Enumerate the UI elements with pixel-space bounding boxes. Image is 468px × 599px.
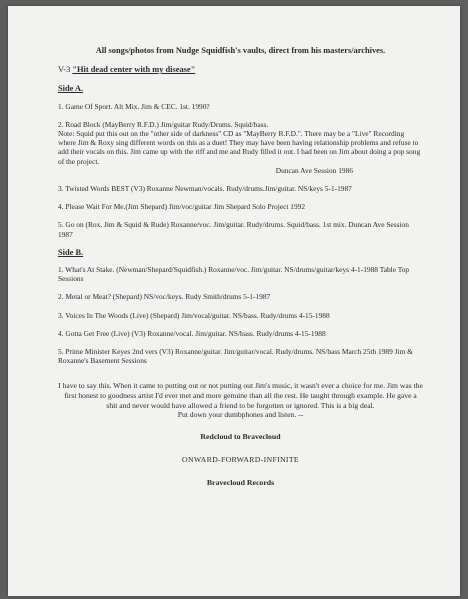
track-a4: 4. Please Wait For Me.(Jim Shepard) Jim/voc/guitar Jim Shepard Solo Project 1992 [58,202,306,212]
liner-notes [58,46,423,487]
track-a2 [58,120,423,175]
track-a2-session: Duncan Ave Session 1986 [275,165,353,175]
track-b5: 5. Prime Minister Keyes 2nd vers (V3) Roxanne/guitar. Jim/guitar/vocal. Rudy/drums. NS/bass March 25th 1989 Jim & Roxanne's Basement Sessions [58,347,413,366]
track-a1: 1. Game Of Sport. Alt Mix. Jim & CEC. 1st. 1990? [58,101,210,111]
track-a2-title: 2. Road Block (MayBerry R.F.D.) Jim/guitar Rudy/Drums. Squid/bass. [58,119,269,129]
signoff: Redcloud to Bravecloud [200,431,281,441]
document-page [8,6,460,596]
track-a2-note: Note: Squid put this out on the "other side of darkness" CD as "MayBerry R.F.D.". There may be a "Live" Recording where Jim & Roxy sing different words on this as a duet! They may have been having relationship problems and refuse to add their vocals on this. Jim came up with the riff and me and Rudy filled it out. I had been on Jim about doing a pop song of the project. [58,129,421,166]
side-b-heading: Side B. [58,247,84,257]
track-b3: 3. Voices In The Woods (Live) (Shepard) Jim/vocal/guitar. NS/bass. Rudy/drums 4-15-1988 [58,310,330,320]
track-b2: 2. Metal or Meat? (Shepard) NS/voc/keys. Rudy Smith/drums 5-1-1987 [58,292,271,302]
track-a3: 3. Twisted Words BEST (V3) Roxanne Newman/vocals. Rudy/drums.Jim/guitar. NS/keys 5-1-1987 [58,184,352,194]
record-label: Bravecloud Records [206,478,275,488]
track-a5: 5. Go on (Rox, Jim & Squid & Rude) Roxanne/voc. Jim/guitar. Rudy/drums. Squid/bass. 1st mix. Duncan Ave Session 1987 [58,220,409,239]
slogan: ONWARD-FORWARD-INFINITE [182,455,299,465]
closing-last-line: Put down your dumbphones and listen. -- [177,410,304,420]
volume-title [58,65,423,74]
closing-text: I have to say this. When it came to putting out or not putting out Jim's music, it wasn't ever a choice for me. Jim was the first honest to goodness artist I'd ever met and more genuine than all the rest. He taught through example. He gave a shit and never would have allowed a friend to be forgotten or ignored. This is a big deal. [58,381,423,410]
track-b1: 1. What's At Stake. (Newman/Shepard/Squidfish.) Roxanne/voc. Jim/guitar. NS/drums/guitar/keys 4-1-1988 Table Top Sessions [58,265,410,284]
closing-paragraph [58,381,423,419]
header-line: All songs/photos from Nudge Squidfish's vaults, direct from his masters/archives. [95,46,386,55]
volume-prefix: V-3 [58,65,71,75]
track-b4: 4. Gotta Get Free (Live) (V3) Roxanne/vocal. Jim/guitar. NS/bass. Rudy/drums 4-15-1988 [58,328,326,338]
side-a-heading: Side A. [58,84,84,94]
album-title: "Hit dead center with my disease" [72,65,196,75]
